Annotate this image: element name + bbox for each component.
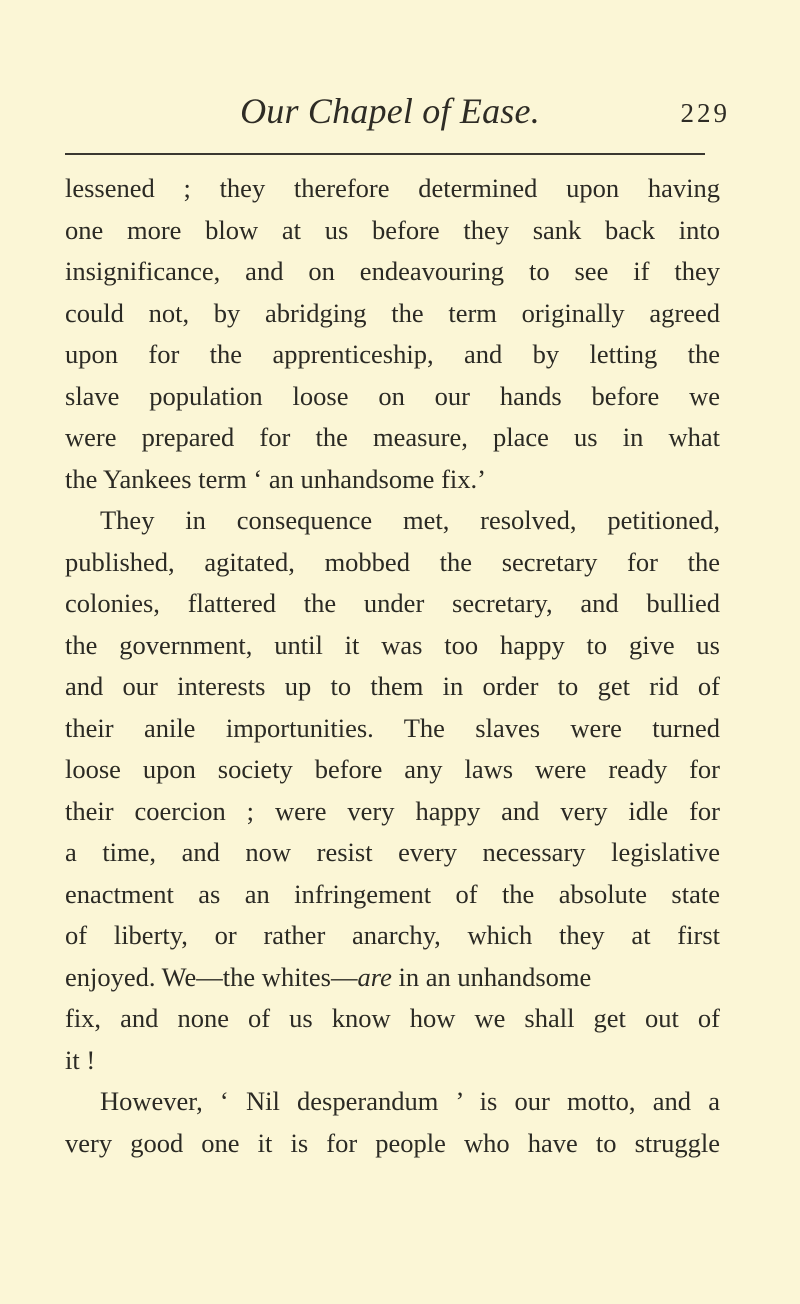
text-segment: in an unhandsome xyxy=(391,961,592,992)
text-line: their coercion ; were very happy and very idle for xyxy=(65,795,720,826)
text-line: of liberty, or rather anarchy, which they at first xyxy=(65,920,720,950)
text-line: their anile importunities. The slaves were turned xyxy=(65,712,720,743)
page-number: 229 xyxy=(680,98,730,128)
text-line: insignificance, and on endeavouring to see if they xyxy=(65,256,720,286)
italic-word: are xyxy=(357,961,392,992)
text-line: the government, until it was too happy to give us xyxy=(65,629,720,660)
text-line: slave population loose on our hands before we xyxy=(65,380,720,411)
text-line-mixed xyxy=(65,957,720,999)
text-line: loose upon society before any laws were ready for xyxy=(65,754,720,784)
running-title: Our Chapel of Ease. xyxy=(240,91,540,131)
text-line: one more blow at us before they sank back into xyxy=(65,214,720,245)
text-line: lessened ; they therefore determined upon having xyxy=(65,173,720,203)
text-line: a time, and now resist every necessary legislative xyxy=(65,837,720,867)
header-rule xyxy=(65,153,705,155)
text-line: were prepared for the measure, place us in what xyxy=(65,422,720,452)
text-line: upon for the apprenticeship, and by letting the xyxy=(65,339,720,369)
text-line: fix, and none of us know how we shall get out of xyxy=(65,1003,720,1033)
text-line: could not, by abridging the term originally agreed xyxy=(65,297,720,328)
text-segment: enjoyed. We—the whites— xyxy=(65,961,358,992)
text-line: enactment as an infringement of the absolute state xyxy=(65,878,720,909)
body-text xyxy=(65,168,720,1164)
text-line: They in consequence met, resolved, petitioned, xyxy=(100,505,720,535)
text-line: However, ‘ Nil desperandum ’ is our motto, and a xyxy=(100,1086,720,1116)
text-line: colonies, flattered the under secretary, and bullied xyxy=(65,588,720,618)
text-line: it ! xyxy=(65,1044,96,1075)
text-line: very good one it is for people who have to struggle xyxy=(65,1127,720,1158)
text-line: published, agitated, mobbed the secretary for the xyxy=(65,546,720,577)
text-line: and our interests up to them in order to get rid of xyxy=(65,671,720,701)
running-head xyxy=(60,90,730,150)
text-line: the Yankees term ‘ an unhandsome fix.’ xyxy=(65,463,486,494)
